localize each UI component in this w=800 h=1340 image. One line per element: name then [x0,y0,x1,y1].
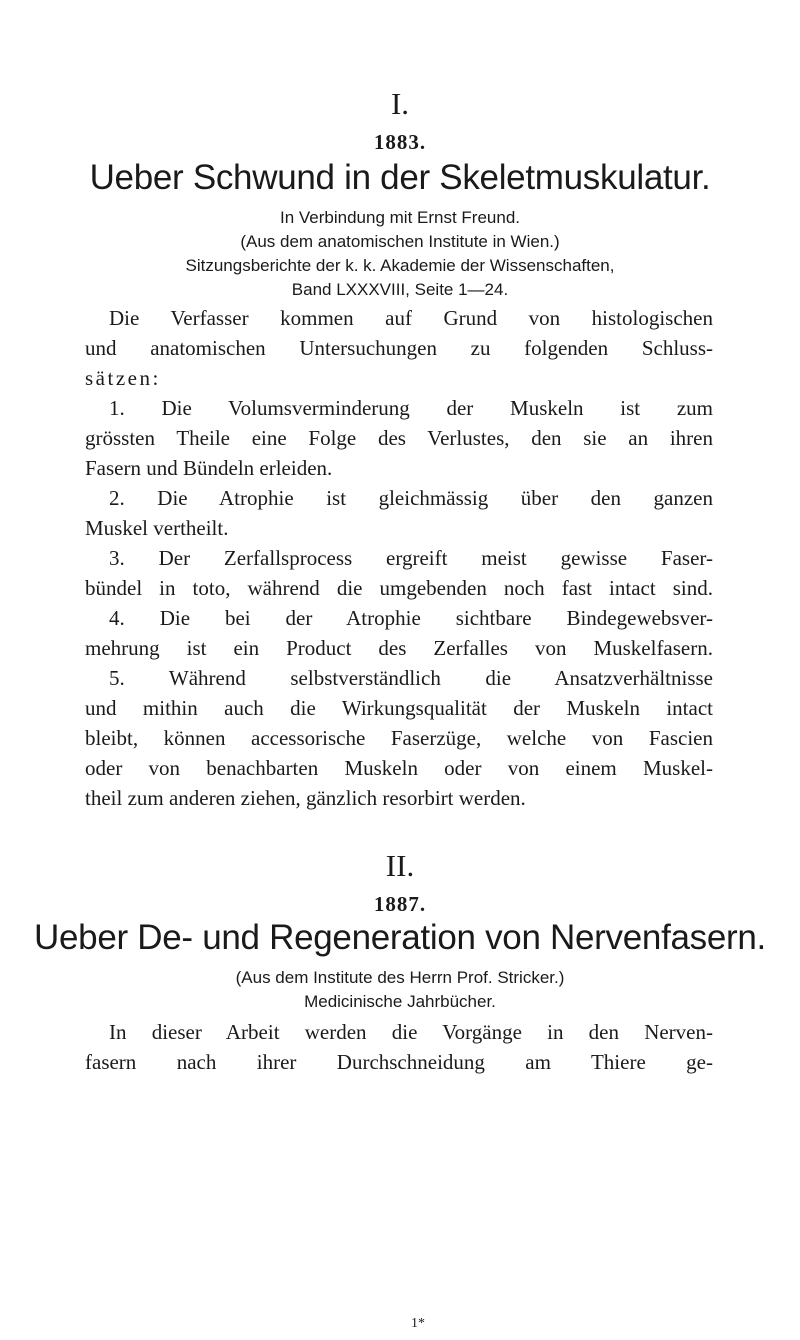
section1-title: Ueber Schwund in der Skeletmuskulatur. [89,158,711,197]
body-line: bündel in toto, während die umgebenden noch fast intact sind. [85,576,713,600]
section1-year: 1883. [373,130,427,154]
body-line: 3. Der Zerfallsprocess ergreift meist gewisse Faser- [109,546,713,570]
body-line: und mithin auch die Wirkungsqualität der Muskeln intact [85,696,713,720]
body-line: In dieser Arbeit werden die Vorgänge in den Nerven- [109,1020,713,1044]
body-line: fasern nach ihrer Durchschneidung am Thiere ge- [85,1050,713,1074]
body-line: Die Verfasser kommen auf Grund von histologischen [109,306,713,330]
section1-meta-line: Sitzungsberichte der k. k. Akademie der Wissenschaften, [185,256,615,275]
body-line: mehrung ist ein Product des Zerfalles von Muskelfasern. [85,636,713,660]
page-signature-mark: 1* [411,1316,425,1331]
body-line: 1. Die Volumsverminderung der Muskeln ist zum [109,396,713,420]
section1-meta-line: In Verbindung mit Ernst Freund. [279,208,521,227]
section1-meta-line: (Aus dem anatomischen Institute in Wien.) [240,232,560,251]
section2-numeral: II. [385,848,415,883]
section1-numeral: I. [390,86,410,121]
section2-meta-line: Medicinische Jahrbücher. [304,992,496,1011]
body-line: sätzen: [85,366,161,390]
body-line: Muskel vertheilt. [85,516,229,540]
body-line: theil zum anderen ziehen, gänzlich resorbirt werden. [85,786,526,810]
section1-meta-line: Band LXXXVIII, Seite 1—24. [291,280,509,299]
body-line: 5. Während selbstverständlich die Ansatzverhältnisse [109,666,713,690]
section2-meta-line: (Aus dem Institute des Herrn Prof. Stricker.) [235,968,565,987]
body-line: und anatomischen Untersuchungen zu folgenden Schluss- [85,336,713,360]
section2-year: 1887. [373,892,427,916]
body-line: 2. Die Atrophie ist gleichmässig über den ganzen [109,486,713,510]
section2-title: Ueber De- und Regeneration von Nervenfasern. [34,918,766,957]
body-line: oder von benachbarten Muskeln oder von einem Muskel- [85,756,713,780]
body-line: 4. Die bei der Atrophie sichtbare Bindegewebsver- [109,606,713,630]
body-line: Fasern und Bündeln erleiden. [85,456,333,480]
body-line: grössten Theile eine Folge des Verlustes, den sie an ihren [85,426,713,450]
body-line: bleibt, können accessorische Faserzüge, welche von Fascien [85,726,713,750]
